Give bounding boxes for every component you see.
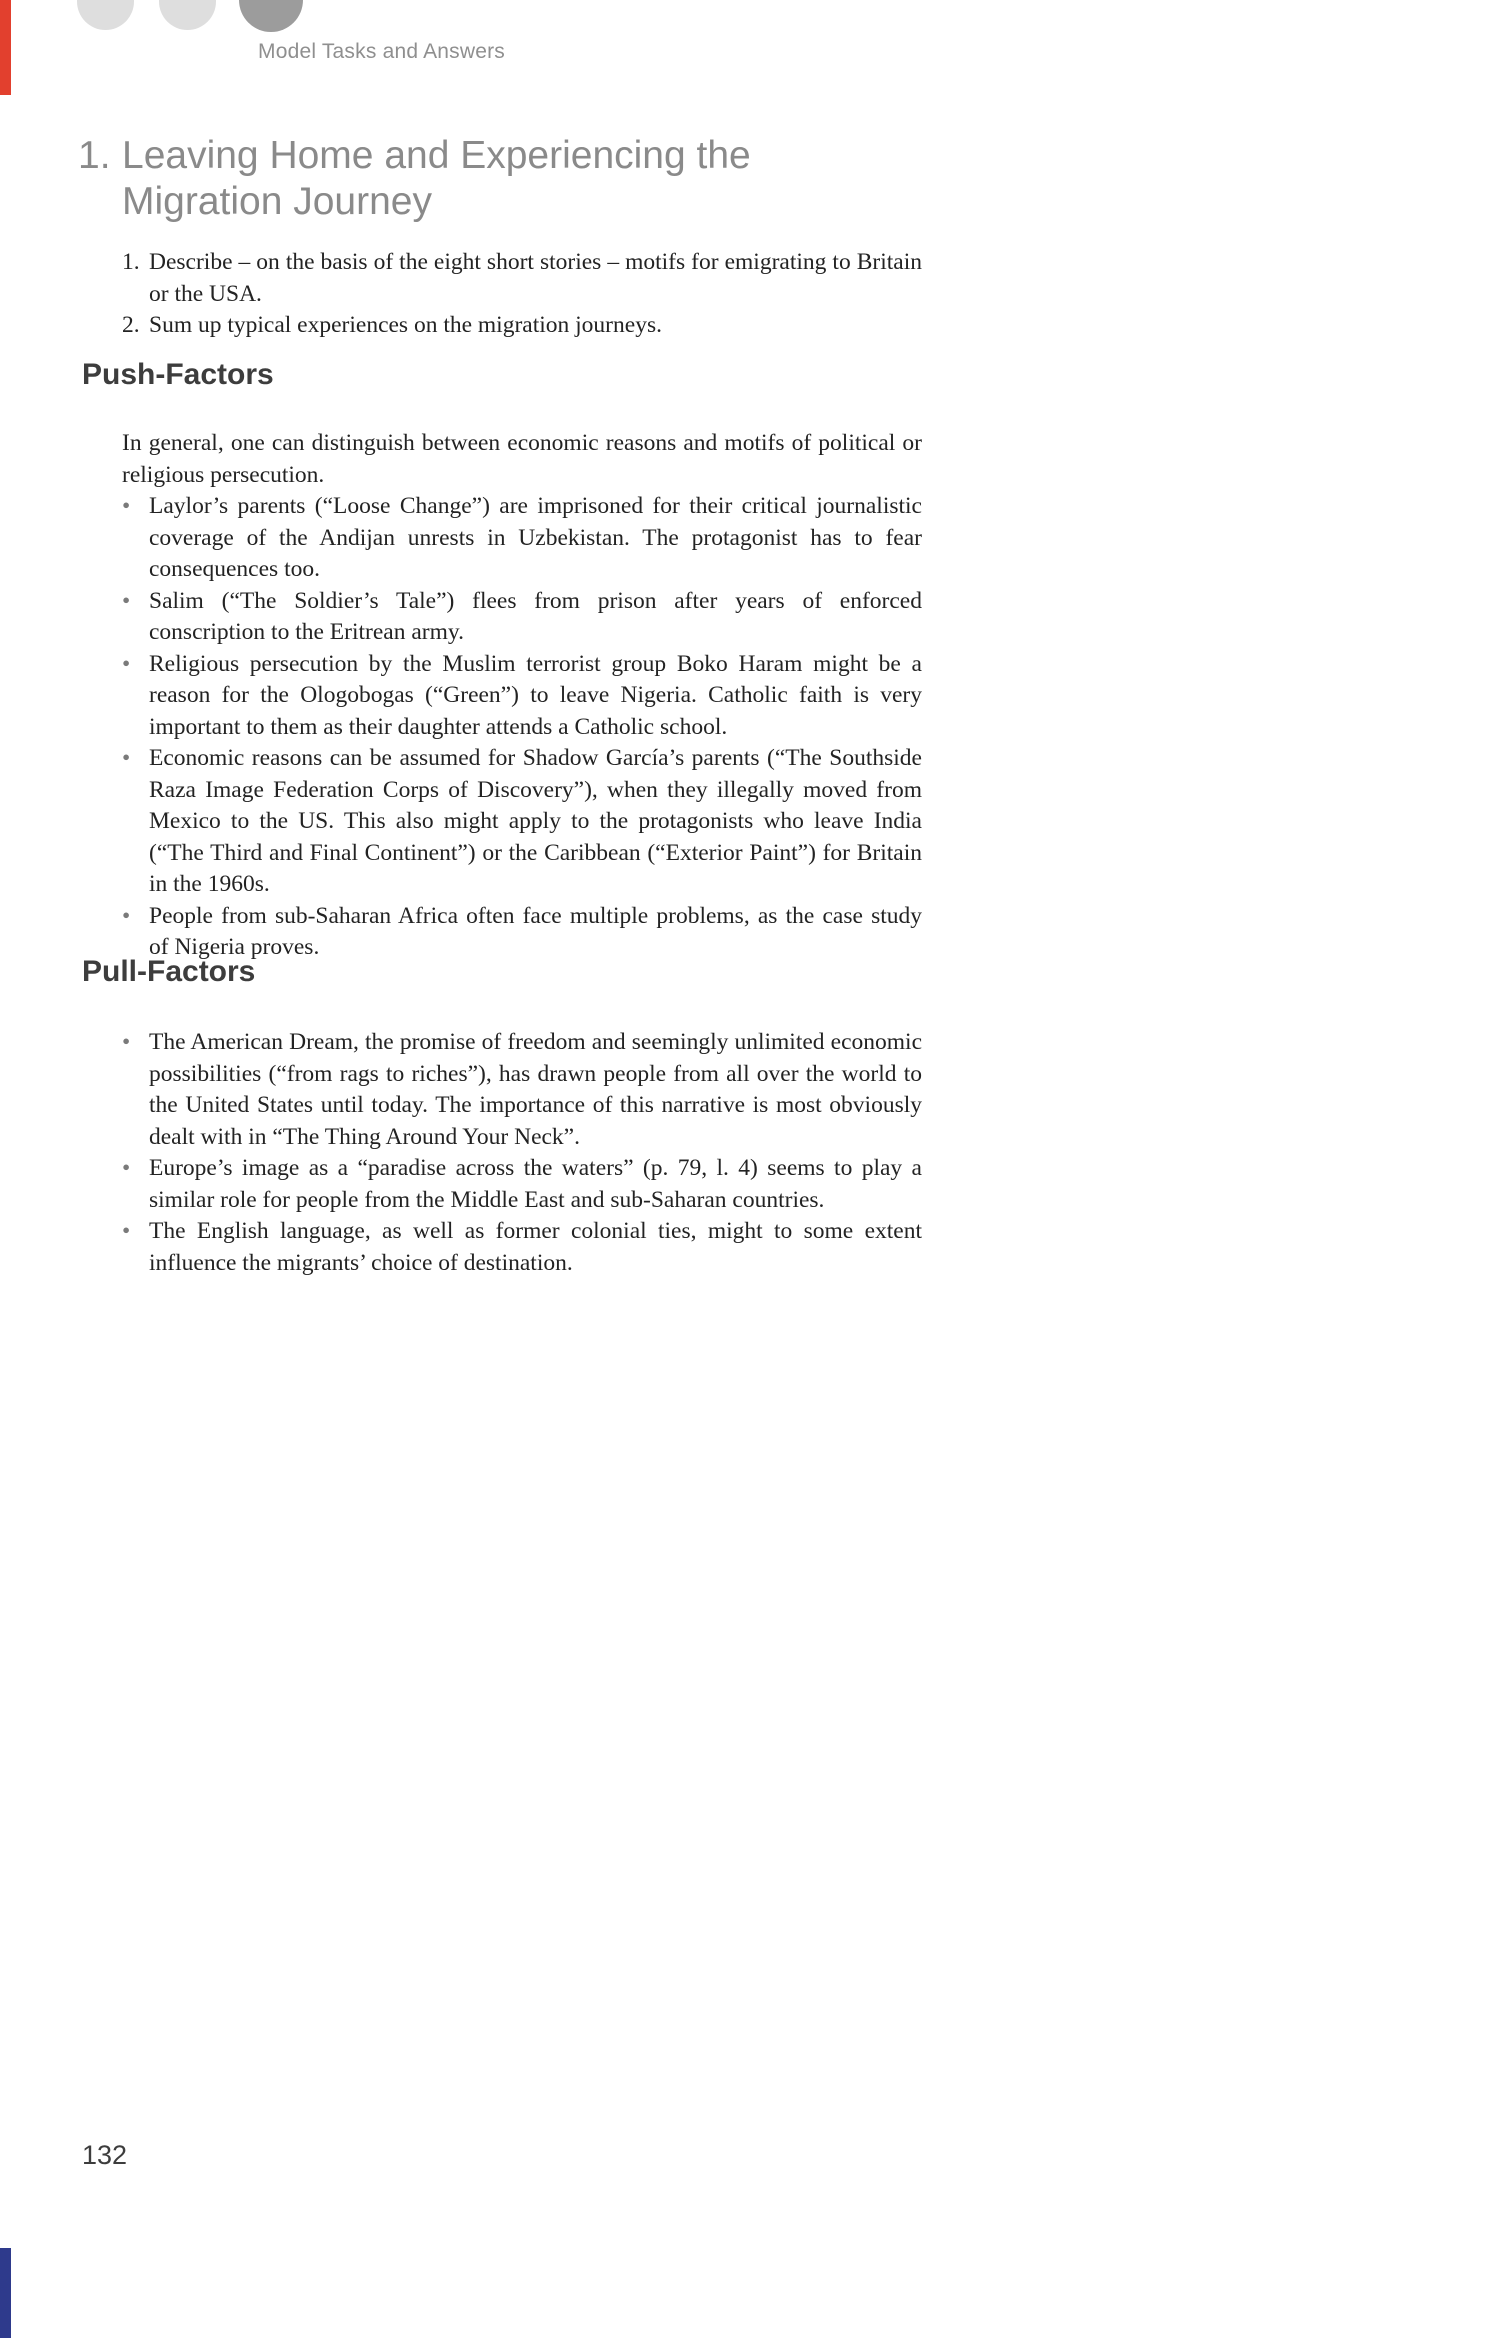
push-factors-heading: Push-Factors: [82, 358, 274, 391]
bullet-marker: •: [122, 650, 131, 677]
list-item: [122, 1153, 922, 1216]
list-item: [122, 649, 922, 744]
circle-decoration-1: [77, 0, 134, 30]
bullet-list: [122, 1027, 922, 1279]
bullet-text: Economic reasons can be assumed for Shadow García’s parents (“The Southside Raza Image Federation Corps of Discovery”), when they illegally moved from Mexico to the US. This also might apply to the protagonists who leave India (“The Third and Final Continent”) or the Caribbean (“Exterior Paint”) for Britain in the 1960s.: [149, 745, 922, 897]
chapter-heading: [78, 133, 912, 225]
list-item: [122, 586, 922, 649]
list-item: [122, 743, 922, 901]
header-label: Model Tasks and Answers: [258, 40, 506, 63]
bullet-text: The American Dream, the promise of freedom and seemingly unlimited economic possibilities (“from rags to riches”), has drawn people from all over the world to the United States until today. The importance of this narrative is most obviously dealt with in “The Thing Around Your Neck”.: [149, 1029, 922, 1150]
top-left-red-bar: [0, 0, 11, 95]
bullet-marker: •: [122, 1155, 131, 1181]
bullet-marker: •: [122, 587, 131, 614]
task-number: 1.: [122, 249, 140, 275]
chapter-number: 1.: [78, 134, 111, 177]
task-text: Describe – on the basis of the eight short stories – motifs for emigrating to Britain or the USA.: [149, 249, 922, 307]
list-item: [122, 491, 922, 586]
bullet-list: [122, 491, 922, 964]
circle-decoration-2: [159, 0, 216, 30]
circle-decoration-3: [239, 0, 303, 32]
pull-factors-heading: Pull-Factors: [82, 955, 256, 988]
bullet-text: Salim (“The Soldier’s Tale”) flees from prison after years of enforced conscription to the Eritrean army.: [149, 587, 922, 645]
bullet-marker: •: [122, 1218, 131, 1244]
bullet-text: Europe’s image as a “paradise across the waters” (p. 79, l. 4) seems to play a similar role for people from the Middle East and sub-Saharan countries.: [149, 1155, 922, 1213]
bullet-text: People from sub-Saharan Africa often face multiple problems, as the case study of Nigeria proves.: [149, 902, 922, 960]
push-factors-intro: [122, 428, 922, 491]
bullet-marker: •: [122, 902, 131, 929]
task-item: [122, 310, 922, 342]
bullet-marker: •: [122, 493, 131, 519]
list-item: [122, 1216, 922, 1279]
task-number: 2.: [122, 312, 140, 338]
task-text: Sum up typical experiences on the migration journeys.: [149, 312, 662, 338]
bullet-text: Laylor’s parents (“Loose Change”) are imprisoned for their critical journalistic coverage of the Andijan unrests in Uzbekistan. The protagonist has to fear consequences too.: [149, 493, 922, 582]
bottom-left-blue-bar: [0, 2248, 11, 2338]
chapter-title: Leaving Home and Experiencing the Migration Journey: [122, 134, 751, 223]
bullet-text: The English language, as well as former colonial ties, might to some extent influence the migrants’ choice of destination.: [149, 1218, 922, 1276]
task-list: [122, 247, 922, 342]
bullet-marker: •: [122, 1029, 131, 1055]
page-number: 132: [82, 2140, 128, 2170]
bullet-text: Religious persecution by the Muslim terrorist group Boko Haram might be a reason for the Ologobogas (“Green”) to leave Nigeria. Catholic faith is very important to them as their daughter attends a Catholic school.: [149, 650, 922, 740]
task-item: [122, 247, 922, 310]
list-item: [122, 1027, 922, 1153]
pull-factors-list: [122, 1027, 922, 1279]
push-factors-list: [122, 491, 922, 964]
push-factors-intro-text: In general, one can distinguish between economic reasons and motifs of political or religious persecution.: [122, 430, 922, 488]
bullet-marker: •: [122, 745, 131, 771]
